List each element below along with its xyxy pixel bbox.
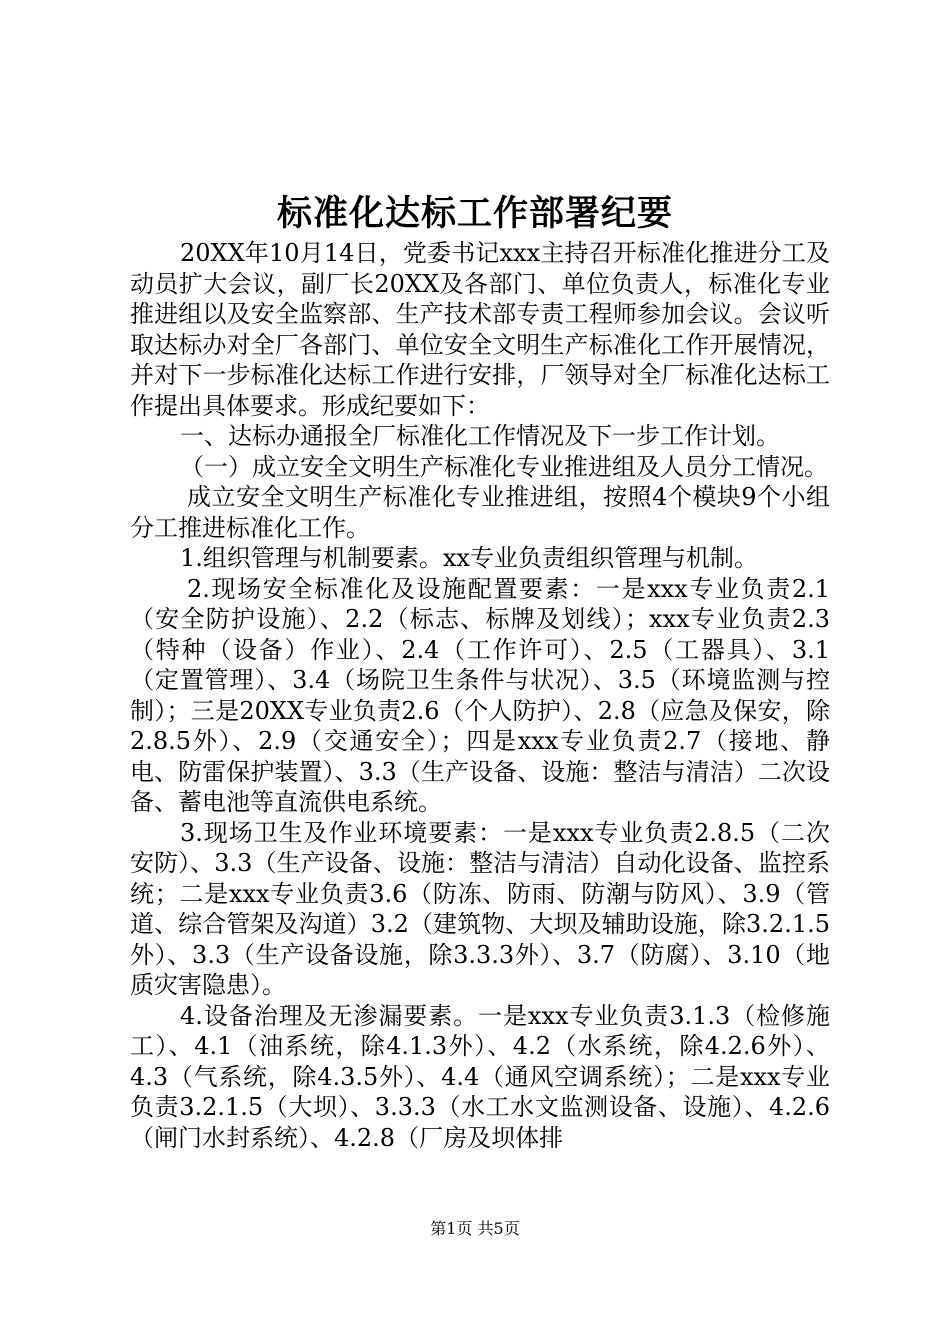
list-item-2: 2.现场安全标准化及设施配置要素：一是xxx专业负责2.1（安全防护设施）、2.2（标志、标牌及划线）；xxx专业负责2.3（特种（设备）作业）、2.4（工作许可）、2.5（工器具）、3.1（定置管理）、3.4（场院卫生条件与状况）、3.5（环境监测与控制）；三是20XX专业负责2.6（个人防护）、2.8（应急及保安，除2.8.5外）、2.9（交通安全）；四是xxx专业负责2.7（接地、静电、防雷保护装置）、3.3（生产设备、设施：整洁与清洁）二次设备、蓄电池等直流供电系统。	[130, 574, 830, 816]
paragraph: 成立安全文明生产标准化专业推进组，按照4个模块9个小组分工推进标准化工作。	[130, 483, 830, 542]
page-number: 第1页 共5页	[430, 1219, 520, 1238]
list-item-3: 3.现场卫生及作业环境要素：一是xxx专业负责2.8.5（二次安防）、3.3（生产设备、设施：整洁与清洁）自动化设备、监控系统；二是xxx专业负责3.6（防冻、防雨、防潮与防风）、3.9（管道、综合管架及沟道）3.2（建筑物、大坝及辅助设施，除3.2.1.5外）、3.3（生产设备设施，除3.3.3外）、3.7（防腐）、3.10（地质灾害隐患）。	[130, 818, 830, 999]
list-item-4: 4.设备治理及无渗漏要素。一是xxx专业负责3.1.3（检修施工）、4.1（油系统，除4.1.3外）、4.2（水系统，除4.2.6外）、4.3（气系统，除4.3.5外）、4.4（通风空调系统）；二是xxx专业负责3.2.1.5（大坝）、3.3.3（水工水文监测设备、设施）、4.2.6（闸门水封系统）、4.2.8（厂房及坝体排	[130, 1001, 830, 1152]
document-body	[130, 238, 830, 1153]
list-item-1: 1.组织管理与机制要素。xx专业负责组织管理与机制。	[180, 544, 758, 572]
subsection-heading-1: （一）成立安全文明生产标准化专业推进组及人员分工情况。	[180, 452, 828, 481]
page-title: 标准化达标工作部署纪要	[276, 193, 673, 234]
paragraph-intro: 20XX年10月14日，党委书记xxx主持召开标准化推进分工及动员扩大会议，副厂长20XX及各部门、单位负责人，标准化专业推进组以及安全监察部、生产技术部专责工程师参加会议。会议听取达标办对全厂各部门、单位安全文明生产标准化工作开展情况，并对下一步标准化达标工作进行安排，厂领导对全厂标准化达标工作提出具体要求。形成纪要如下：	[130, 239, 830, 420]
section-heading-1: 一、达标办通报全厂标准化工作情况及下一步工作计划。	[180, 422, 780, 450]
